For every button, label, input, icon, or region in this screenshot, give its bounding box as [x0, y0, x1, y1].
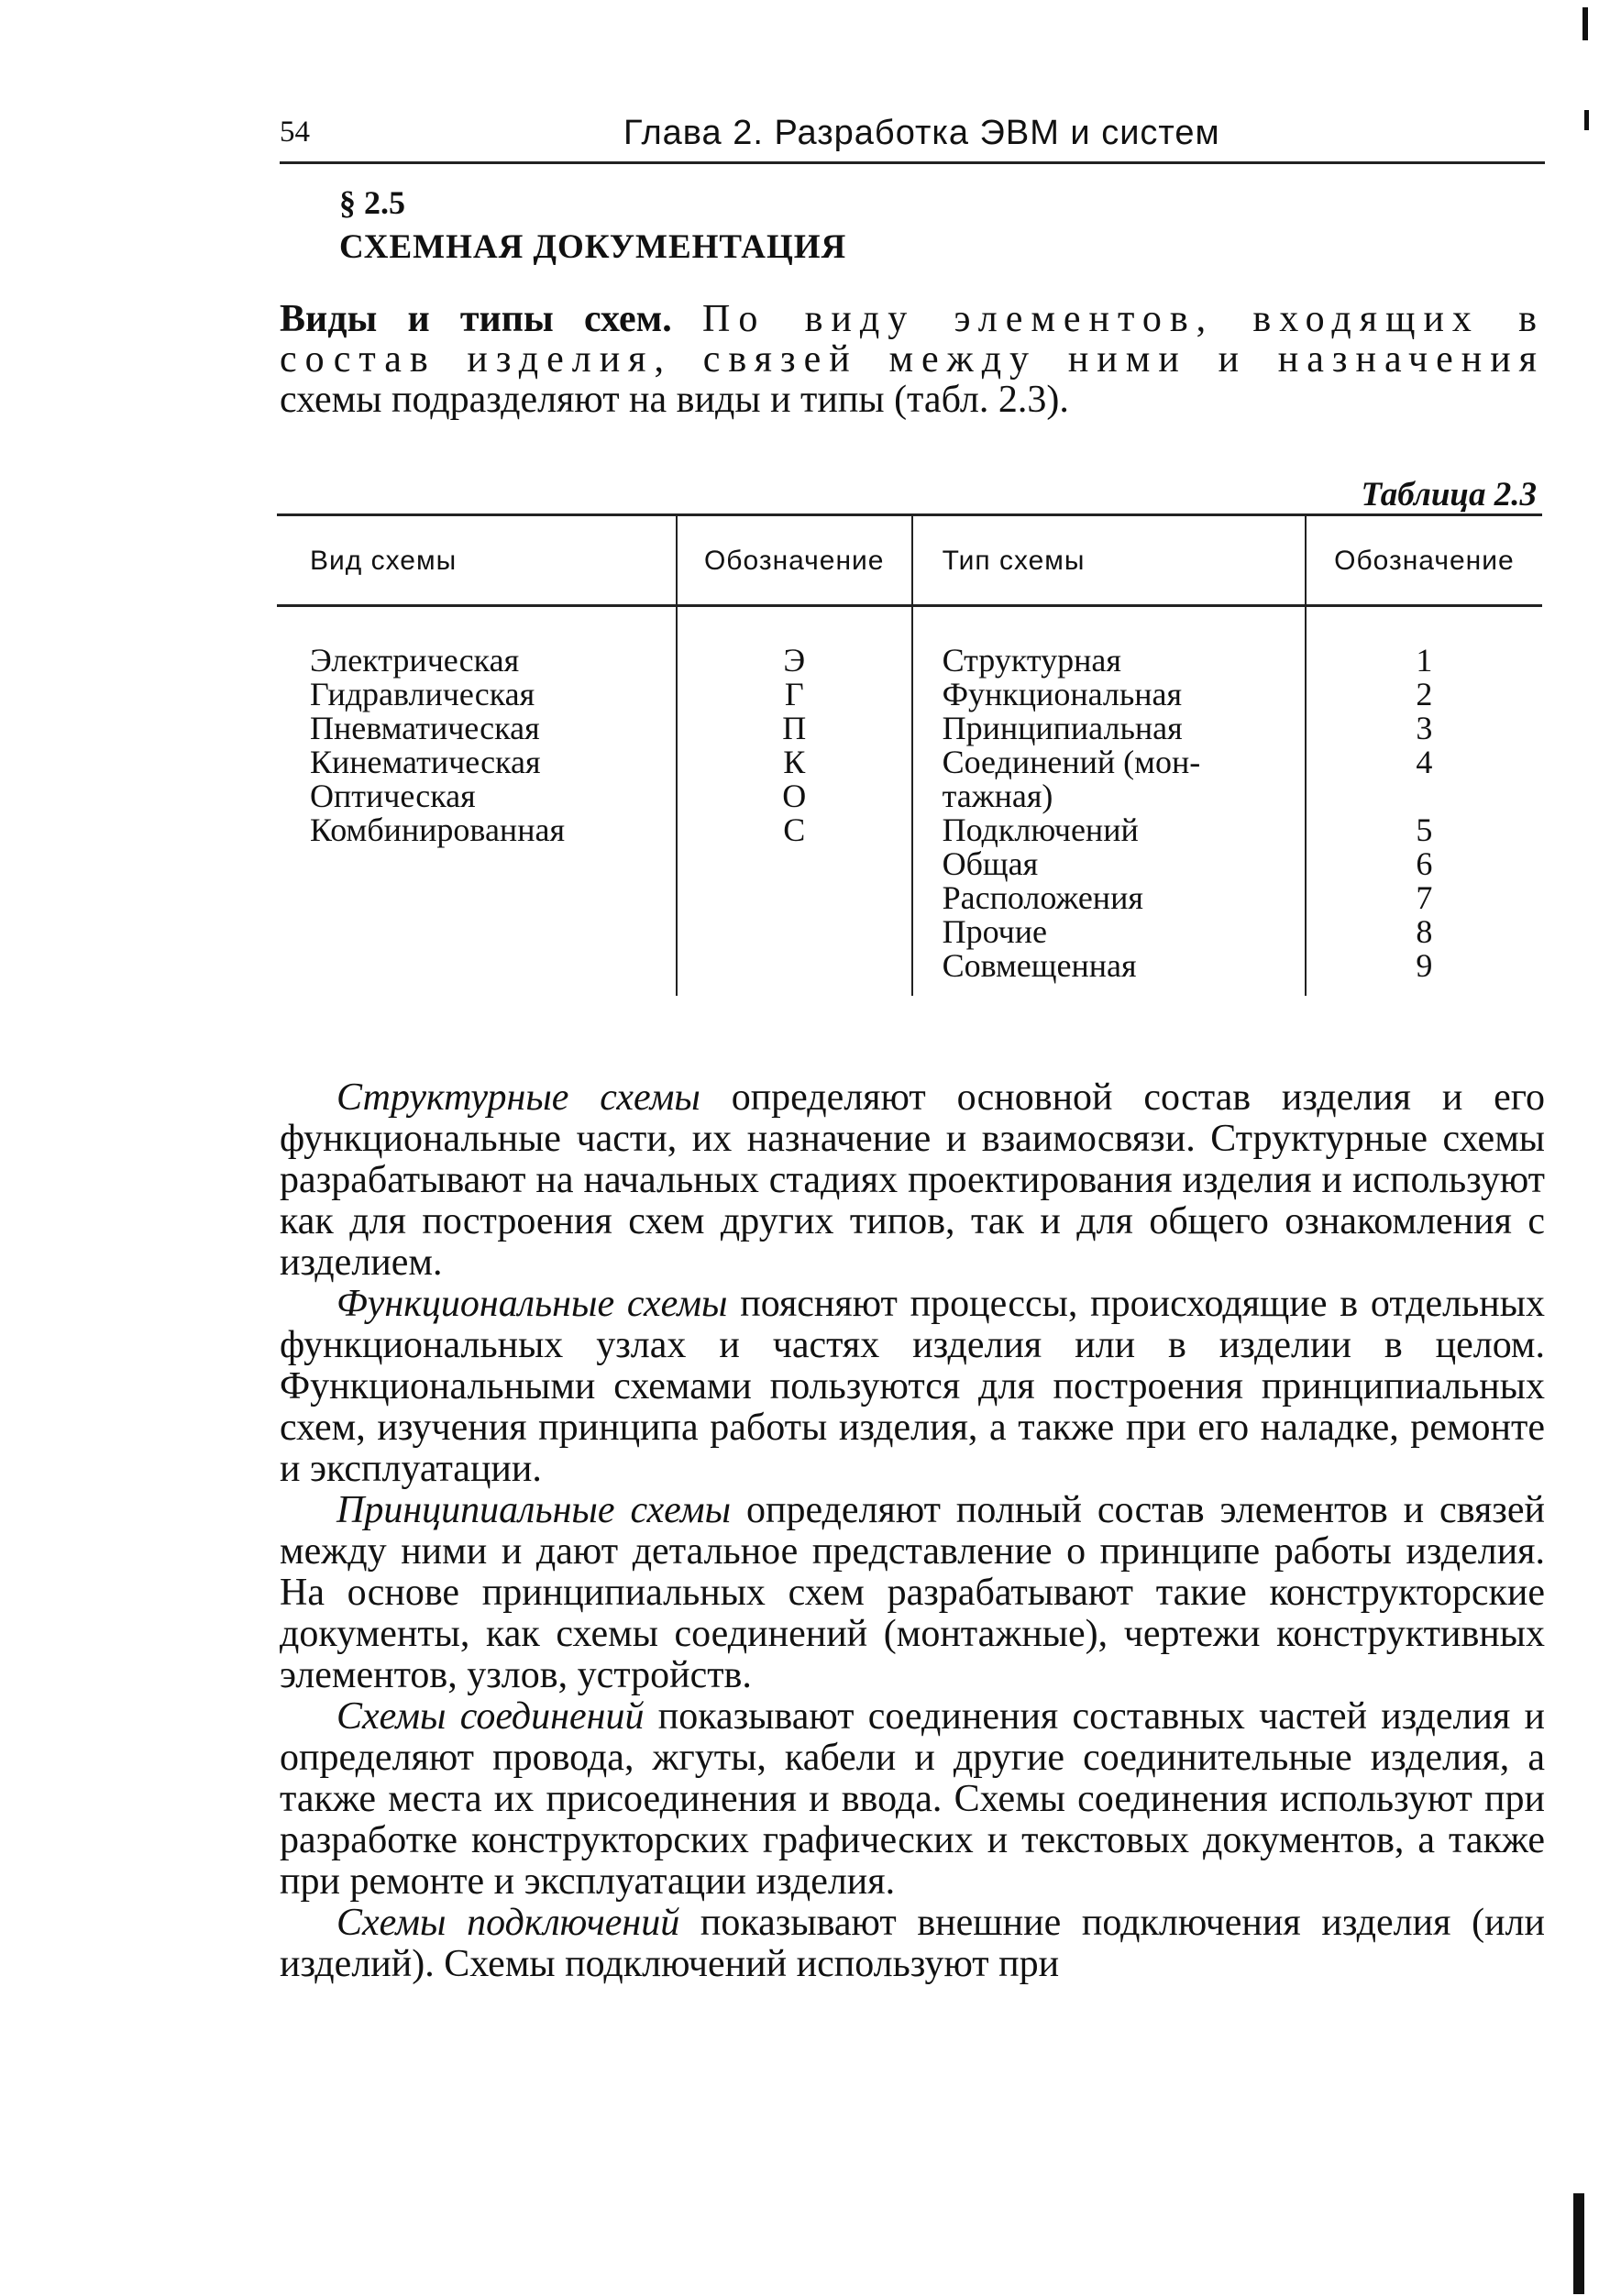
table-cell: Расположения	[942, 879, 1143, 916]
intro-paragraph	[280, 299, 1545, 420]
table-cell	[1307, 779, 1541, 813]
table-cell: 8	[1416, 913, 1433, 950]
paragraph-functional	[280, 1284, 1545, 1490]
table-cell: Кинематическая	[310, 744, 541, 780]
table-cell: 3	[1416, 710, 1433, 746]
table-cell: 2	[1416, 676, 1433, 712]
body-text	[280, 1077, 1545, 1985]
table-cell: Э	[783, 642, 806, 679]
table-cell: Прочие	[942, 913, 1048, 950]
paragraph-principal	[280, 1490, 1545, 1696]
paragraph-text: определяют полный состав элементов и связей между ними и дают детальное представление о принципе работы изделия. На основе принципиальных схем разрабатывают такие конструкторские документы, как схемы соединений (монтажные), чертежи конструктивных элементов, узлов, устройств.	[280, 1489, 1546, 1696]
kind-codes-column	[677, 606, 912, 997]
type-codes-column	[1306, 606, 1542, 997]
table-cell: 5	[1416, 811, 1433, 848]
running-title: Глава 2. Разработка ЭВМ и систем	[623, 114, 1220, 152]
paragraph-text: показывают соединения составных частей изделия и определяют провода, жгуты, кабели и другие соединительные изделия, а также места их присоединения и ввода. Схемы соединения используют при разработке конструкторских графических и текстовых документов, а также при ремонте и эксплуатации изделия.	[280, 1695, 1545, 1903]
table-cell: 7	[1416, 879, 1433, 916]
page-header	[280, 110, 1545, 164]
header-type: Тип схемы	[912, 515, 1306, 606]
paragraph-structural	[280, 1077, 1545, 1284]
table-cell: Гидравлическая	[310, 676, 535, 712]
scan-edge-mark-top	[1582, 7, 1588, 40]
table-cell: 6	[1416, 845, 1433, 882]
table-header-row	[277, 515, 1542, 606]
table-cell: 1	[1416, 642, 1433, 679]
table-body-row	[277, 606, 1542, 997]
paragraph-text: поясняют процессы, происходящие в отдельных функциональных узлах и частях изделия или в изделии в целом. Функциональными схемами пользуются для построения принципиальных схем, изучения принципа работы изделия, а также при его наладке, ремонте и эксплуатации.	[280, 1283, 1545, 1490]
header-type-code: Обозначение	[1306, 515, 1542, 606]
table-label: Таблица 2.3	[1361, 476, 1537, 513]
table-cell: Функциональная	[942, 676, 1183, 712]
scan-edge-mark-mid	[1584, 110, 1589, 130]
table-cell: Структурная	[942, 642, 1121, 679]
intro-rest-text: схемы подразделяют на виды и типы (табл. 2.3).	[280, 379, 1069, 421]
paragraph-text: определяют основной состав изделия и его функциональные части, их назначение и взаимосвязи. Структурные схемы разрабатывают на начальных стадиях проектирования изделия и используют как для построения схем других типов, так и для общего ознакомления с изделием.	[280, 1076, 1545, 1284]
table-cell: Соединений (мон-	[942, 744, 1201, 780]
term: Схемы соединений	[336, 1695, 645, 1738]
types-column	[912, 606, 1306, 997]
table-cell: С	[783, 811, 806, 848]
term: Функциональные схемы	[336, 1283, 728, 1325]
paragraph-connections	[280, 1696, 1545, 1903]
paragraph-attachments	[280, 1903, 1545, 1985]
schemes-table	[277, 513, 1542, 996]
table-cell: К	[783, 744, 806, 780]
intro-spaced-text: По виду элементов, входящих в состав изделия, связей между ними и назначения	[280, 298, 1545, 381]
table-cell: Оптическая	[310, 778, 476, 814]
scan-edge-mark-bottom	[1573, 2193, 1584, 2294]
table-cell: П	[782, 710, 807, 746]
table-cell: Принципиальная	[942, 710, 1183, 746]
header-kind: Вид схемы	[277, 515, 677, 606]
table-cell: тажная)	[942, 778, 1053, 814]
table-cell: 9	[1416, 947, 1433, 984]
table-cell: Комбинированная	[310, 811, 565, 848]
page-number: 54	[280, 116, 310, 149]
term: Принципиальные схемы	[336, 1489, 732, 1531]
header-kind-code: Обозначение	[677, 515, 912, 606]
table-cell: Электрическая	[310, 642, 520, 679]
table-cell: 4	[1416, 744, 1433, 780]
table-cell: Пневматическая	[310, 710, 540, 746]
table-cell: Совмещенная	[942, 947, 1137, 984]
section-title: СХЕМНАЯ ДОКУМЕНТАЦИЯ	[339, 228, 847, 266]
paragraph-text: показывают внешние подключения изделия (или изделий). Схемы подключений используют при	[280, 1902, 1545, 1985]
kinds-column	[277, 606, 677, 997]
table-cell: Подключений	[942, 811, 1139, 848]
table-cell: О	[782, 778, 807, 814]
term: Структурные схемы	[336, 1076, 700, 1119]
table-cell: Общая	[942, 845, 1039, 882]
section-number: § 2.5	[339, 184, 405, 221]
table-cell: Г	[784, 676, 804, 712]
intro-lead: Виды и типы схем.	[280, 298, 672, 340]
term: Схемы подключений	[336, 1902, 680, 1944]
